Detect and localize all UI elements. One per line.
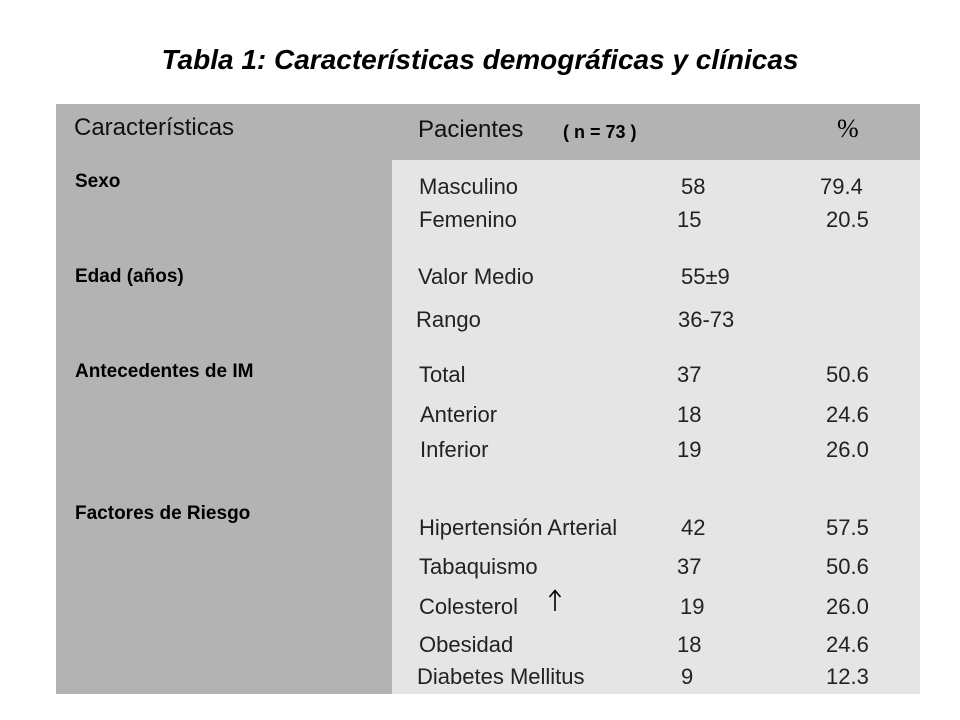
row-label-obesidad: Obesidad xyxy=(419,632,514,657)
row-n-femenino: 15 xyxy=(677,207,702,232)
row-label-hipertension: Hipertensión Arterial xyxy=(419,515,618,540)
row-n-anterior: 18 xyxy=(677,402,702,427)
category-edad: Edad (años) xyxy=(75,266,184,287)
row-label-rango: Rango xyxy=(416,307,481,332)
row-pct-femenino: 20.5 xyxy=(826,207,869,232)
row-label-colesterol: Colesterol xyxy=(419,594,519,619)
row-n-rango: 36-73 xyxy=(678,307,735,332)
row-label-anterior: Anterior xyxy=(420,402,498,427)
row-pct-tabaquismo: 50.6 xyxy=(826,554,869,579)
row-pct-total: 50.6 xyxy=(826,362,869,387)
table-title: Tabla 1: Características demográficas y clínicas xyxy=(161,44,799,75)
header-pacientes: Pacientes xyxy=(418,116,524,143)
row-label-femenino: Femenino xyxy=(419,207,517,232)
row-pct-hipertension: 57.5 xyxy=(826,515,869,540)
row-n-obesidad: 18 xyxy=(677,632,702,657)
category-antecedentes-im: Antecedentes de IM xyxy=(75,361,254,382)
row-pct-inferior: 26.0 xyxy=(826,437,869,462)
row-pct-masculino: 79.4 xyxy=(820,174,863,199)
row-n-diabetes: 9 xyxy=(681,664,694,689)
row-n-total: 37 xyxy=(677,362,702,387)
row-n-tabaquismo: 37 xyxy=(677,554,702,579)
row-n-inferior: 19 xyxy=(677,437,702,462)
category-sexo: Sexo xyxy=(75,171,121,192)
row-label-total: Total xyxy=(419,362,466,387)
row-pct-colesterol: 26.0 xyxy=(826,594,869,619)
category-column xyxy=(56,160,392,694)
row-pct-diabetes: 12.3 xyxy=(826,664,869,689)
row-pct-anterior: 24.6 xyxy=(826,402,869,427)
row-label-masculino: Masculino xyxy=(419,174,519,199)
row-n-hipertension: 42 xyxy=(681,515,706,540)
row-n-masculino: 58 xyxy=(681,174,706,199)
category-factores-riesgo: Factores de Riesgo xyxy=(75,503,251,524)
header-n-count: ( n = 73 ) xyxy=(563,122,637,142)
row-label-valor-medio: Valor Medio xyxy=(418,264,534,289)
header-percent: % xyxy=(837,114,859,143)
row-n-valor-medio: 55±9 xyxy=(681,264,730,289)
row-n-colesterol: 19 xyxy=(680,594,705,619)
header-caracteristicas: Características xyxy=(74,114,235,141)
row-label-tabaquismo: Tabaquismo xyxy=(419,554,538,579)
up-arrow-icon xyxy=(548,588,562,612)
row-pct-obesidad: 24.6 xyxy=(826,632,869,657)
row-label-diabetes: Diabetes Mellitus xyxy=(417,664,585,689)
row-label-inferior: Inferior xyxy=(420,437,489,462)
